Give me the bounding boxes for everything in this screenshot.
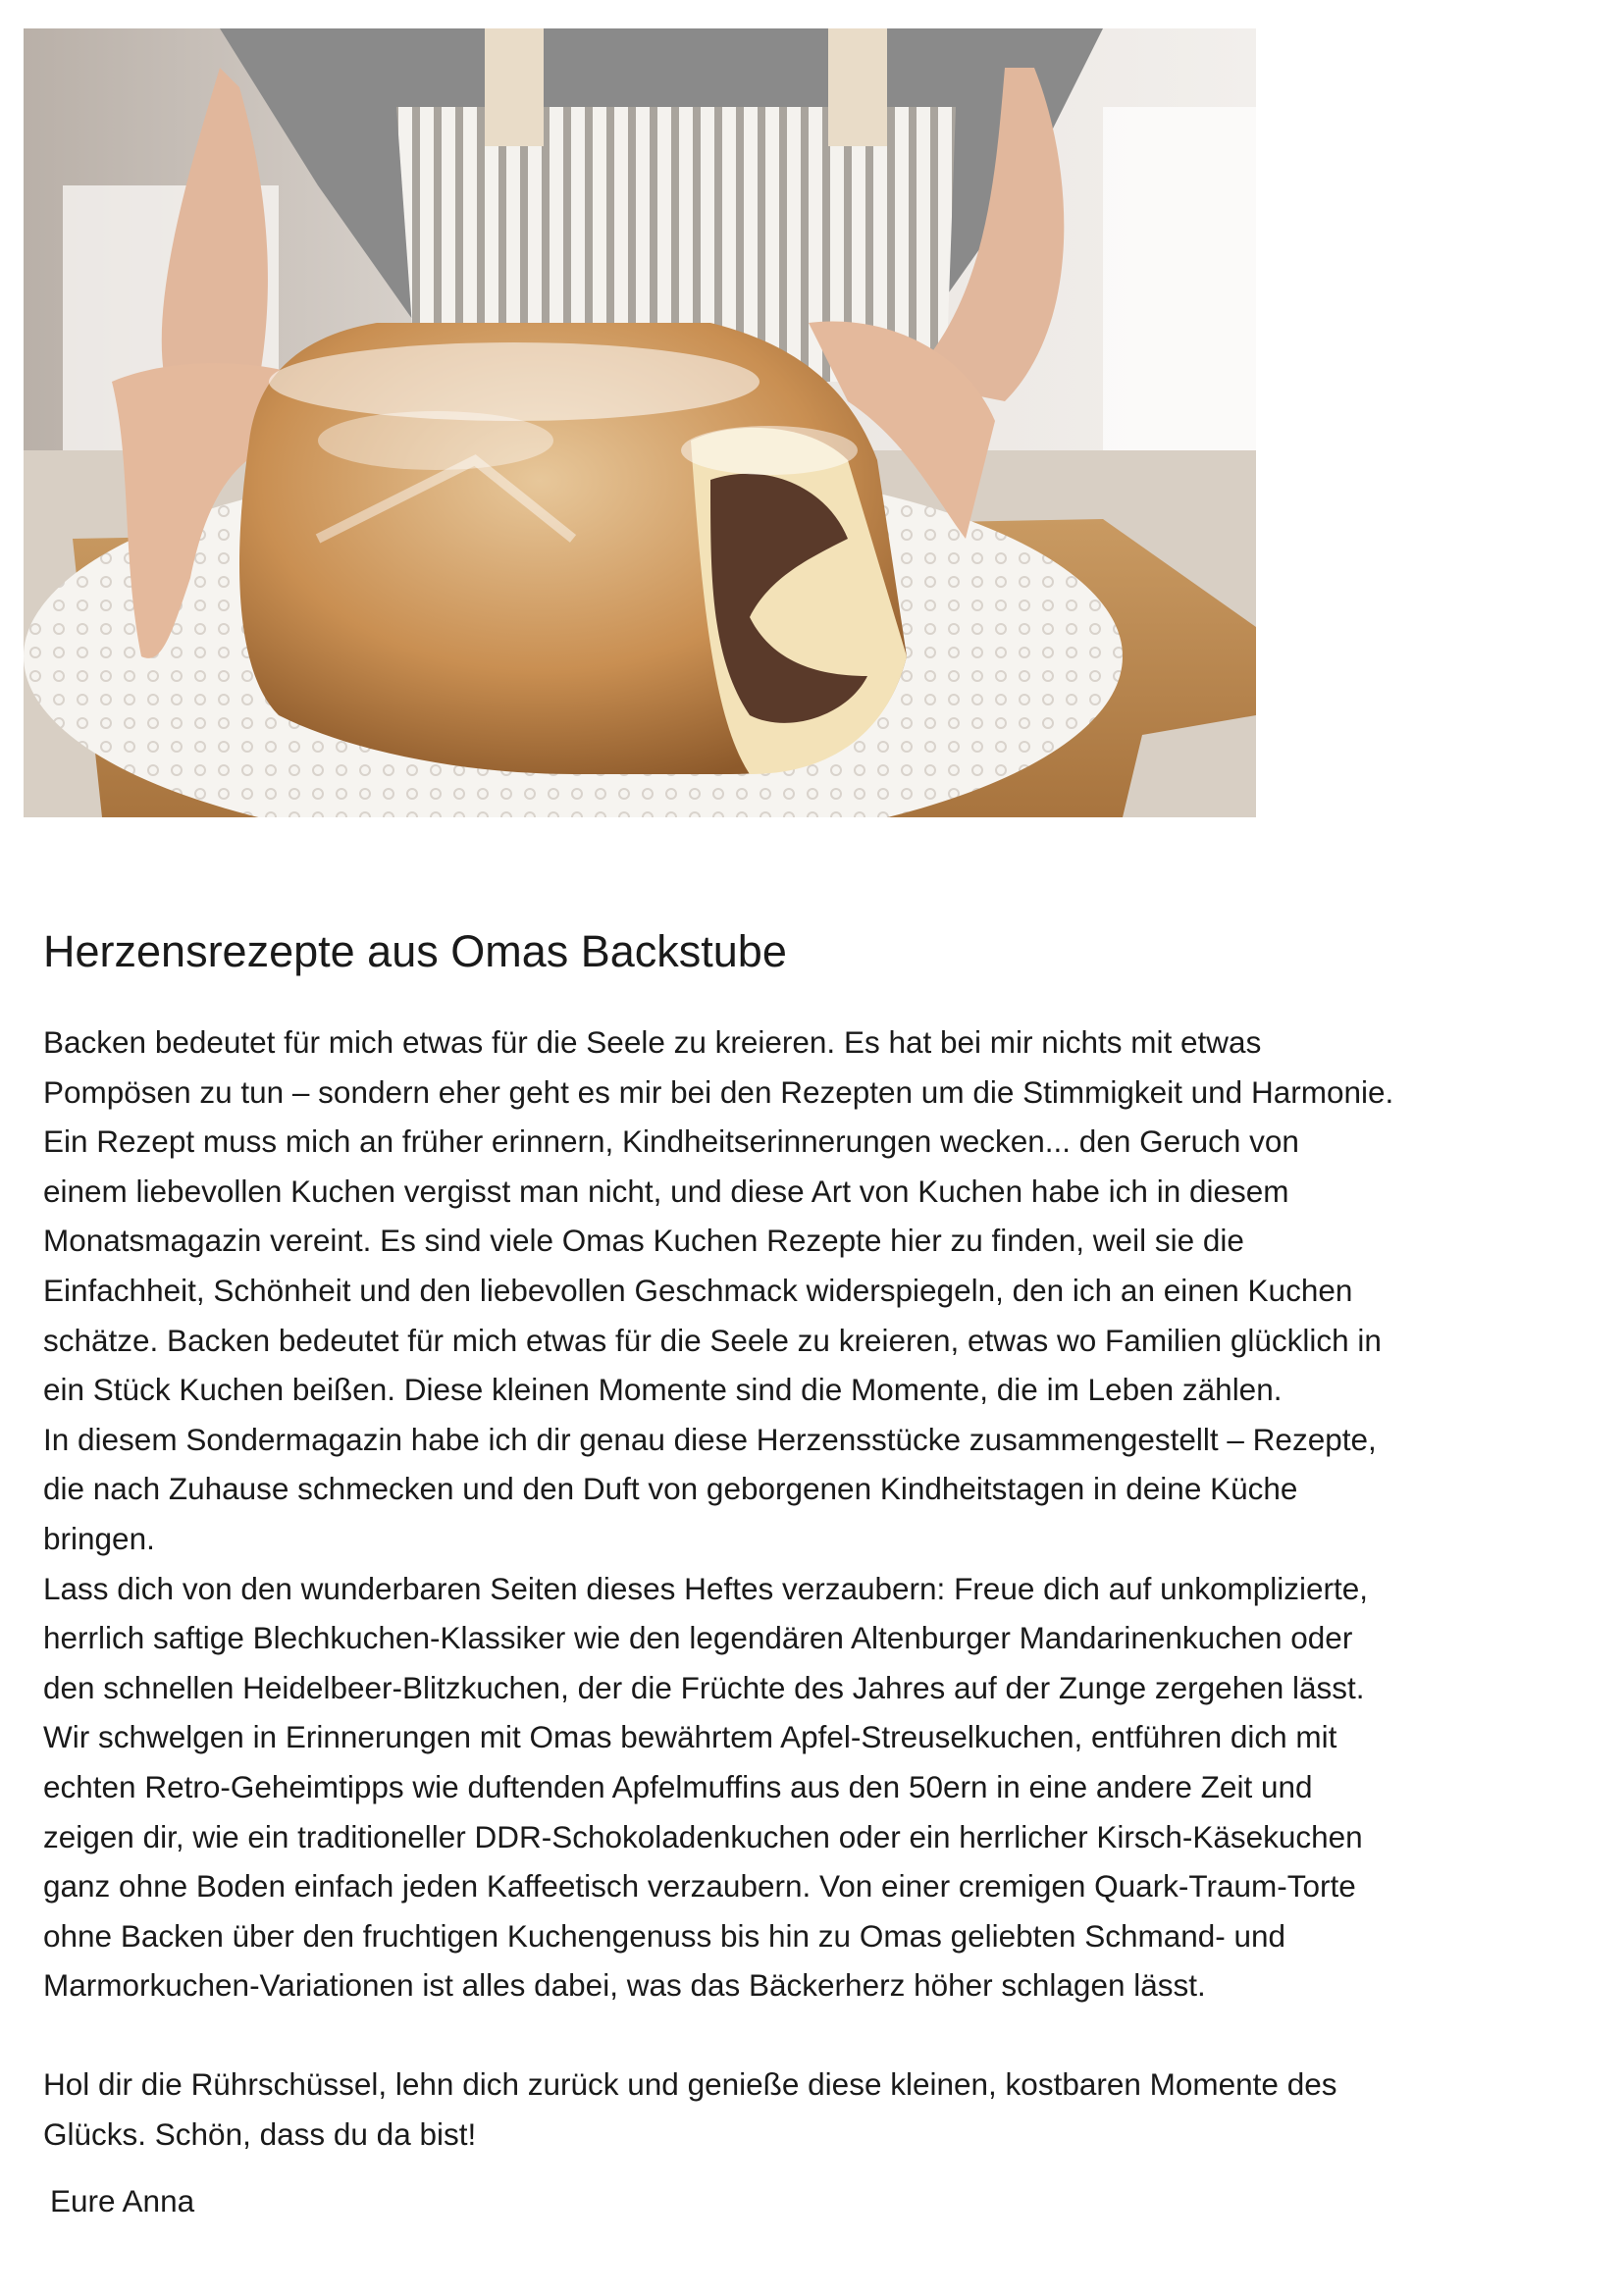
paragraph-line: echten Retro-Geheimtipps wie duftenden Apfelmuffins aus den 50ern in eine andere Zeit und bbox=[43, 1768, 1313, 1804]
cake-photo-illustration bbox=[24, 28, 1256, 817]
paragraph-line: schätze. Backen bedeutet für mich etwas für die Seele zu kreieren, etwas wo Familien glücklich in bbox=[43, 1322, 1382, 1358]
paragraph-line: Hol dir die Rührschüssel, lehn dich zurück und genieße diese kleinen, kostbaren Momente des bbox=[43, 2066, 1337, 2103]
page-title: Herzensrezepte aus Omas Backstube bbox=[43, 926, 787, 976]
paragraph-line: Monatsmagazin vereint. Es sind viele Omas Kuchen Rezepte hier zu finden, weil sie die bbox=[43, 1223, 1244, 1259]
paragraph-line: Marmorkuchen-Variationen ist alles dabei, was das Bäckerherz höher schlagen lässt. bbox=[43, 1967, 1206, 2004]
paragraph-line: Lass dich von den wunderbaren Seiten dieses Heftes verzaubern: Freue dich auf unkomplizierte, bbox=[43, 1570, 1369, 1606]
paragraph-spacer bbox=[43, 2010, 1574, 2061]
paragraph-line: herrlich saftige Blechkuchen-Klassiker wie den legendären Altenburger Mandarinenkuchen oder bbox=[43, 1620, 1353, 1656]
paragraph-line: ohne Backen über den fruchtigen Kuchengenuss bis hin zu Omas geliebten Schmand- und bbox=[43, 1917, 1286, 1954]
paragraph-line: Glücks. Schön, dass du da bist! bbox=[43, 2116, 477, 2153]
paragraph-line: den schnellen Heidelbeer-Blitzkuchen, der die Früchte des Jahres auf der Zunge zergehen lässt. bbox=[43, 1669, 1365, 1705]
paragraph-line: zeigen dir, wie ein traditioneller DDR-Schokoladenkuchen oder ein herrlicher Kirsch-Käsekuchen bbox=[43, 1818, 1363, 1854]
paragraph-line: ganz ohne Boden einfach jeden Kaffeetisch verzaubern. Von einer cremigen Quark-Traum-Torte bbox=[43, 1868, 1356, 1905]
paragraph-line: bringen. bbox=[43, 1520, 155, 1556]
paragraph-line: Wir schwelgen in Erinnerungen mit Omas bewährtem Apfel-Streuselkuchen, entführen dich mit bbox=[43, 1719, 1337, 1755]
paragraph-line: In diesem Sondermagazin habe ich dir genau diese Herzensstücke zusammengestellt – Rezepte, bbox=[43, 1421, 1377, 1457]
paragraph-line: Ein Rezept muss mich an früher erinnern, Kindheitserinnerungen wecken... den Geruch von bbox=[43, 1123, 1299, 1160]
paragraph-line: die nach Zuhause schmecken und den Duft von geborgenen Kindheitstagen in deine Küche bbox=[43, 1471, 1298, 1507]
cake-photo bbox=[24, 28, 1256, 817]
paragraph-line: Einfachheit, Schönheit und den liebevollen Geschmack widerspiegeln, den ich an einen Kuchen bbox=[43, 1272, 1353, 1308]
signature: Eure Anna bbox=[50, 2183, 195, 2218]
paragraph-line: Pompösen zu tun – sondern eher geht es mir bei den Rezepten um die Stimmigkeit und Harmonie. bbox=[43, 1073, 1394, 1110]
paragraph-line: Backen bedeutet für mich etwas für die Seele zu kreieren. Es hat bei mir nichts mit etwas bbox=[43, 1024, 1262, 1060]
paragraph-line: ein Stück Kuchen beißen. Diese kleinen Momente sind die Momente, die im Leben zählen. bbox=[43, 1372, 1283, 1408]
paragraph-line: einem liebevollen Kuchen vergisst man nicht, und diese Art von Kuchen habe ich in diesem bbox=[43, 1173, 1289, 1209]
intro-text bbox=[43, 1018, 1574, 2160]
